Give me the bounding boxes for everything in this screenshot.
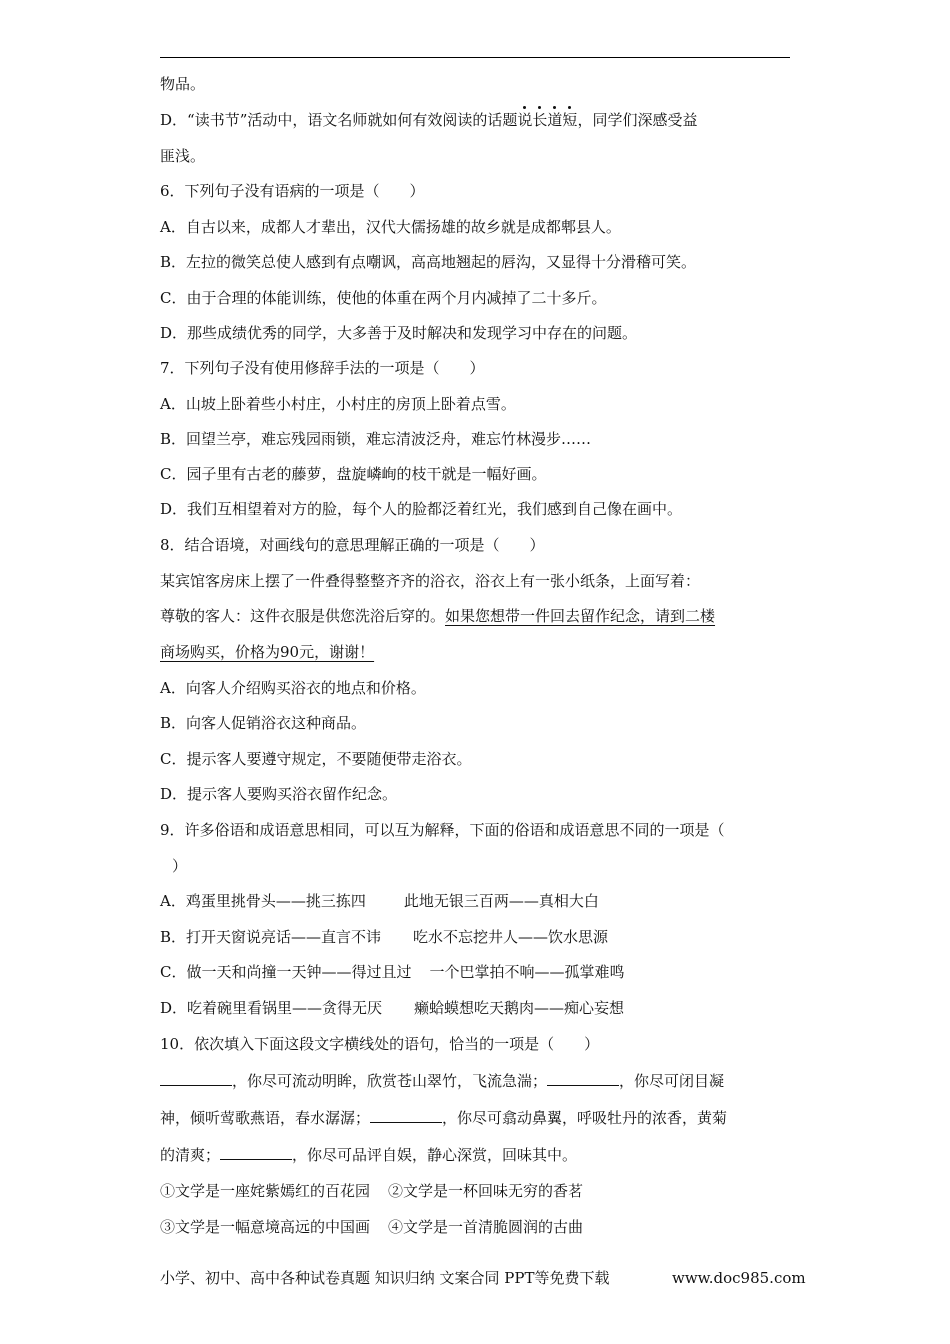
underlined-sentence: 商场购买，价格为90元，谢谢！ bbox=[160, 643, 375, 661]
q7-option-b: B．回望兰亭，难忘残园雨锁，难忘清波泛舟，难忘竹林漫步…… bbox=[160, 430, 592, 448]
q10-passage-line: 神，倾听莺歌燕语，春水潺潺； ，你尽可翕动鼻翼，呼吸牡丹的浓香，黄菊 bbox=[160, 1109, 728, 1127]
q8-option-d: D．提示客人要购买浴衣留作纪念。 bbox=[160, 785, 398, 803]
header-rule bbox=[160, 57, 790, 58]
q10-options-row: ③文学是一幅意境高远的中国画 ④文学是一首清脆圆润的古曲 bbox=[160, 1218, 584, 1236]
q8-option-c: C．提示客人要遵守规定，不要随便带走浴衣。 bbox=[160, 750, 472, 768]
q5-option-d: D．“读书节”活动中，语文名师就如何有效阅读的话题说长道短，同学们深感受益 bbox=[160, 111, 698, 129]
fill-blank bbox=[160, 1071, 232, 1086]
q10-stem: 10．依次填入下面这段文字横线处的语句，恰当的一项是（ ） bbox=[160, 1035, 600, 1053]
underlined-sentence: 如果您想带一件回去留作纪念，请到二楼 bbox=[445, 607, 716, 625]
q6-option-d: D．那些成绩优秀的同学，大多善于及时解决和发现学习中存在的问题。 bbox=[160, 324, 638, 342]
q7-stem: 7．下列句子没有使用修辞手法的一项是（ ） bbox=[160, 359, 485, 377]
page-footer bbox=[160, 1268, 806, 1288]
q6-option-a: A．自古以来，成都人才辈出，汉代大儒扬雄的故乡就是成都郫县人。 bbox=[160, 218, 621, 236]
q8-option-b: B．向客人促销浴衣这种商品。 bbox=[160, 714, 367, 732]
q8-passage-line bbox=[160, 642, 792, 662]
q8-passage-line: 尊敬的客人：这件衣服是供您洗浴后穿的。如果您想带一件回去留作纪念，请到二楼 bbox=[160, 607, 716, 625]
q8-passage-line: 某宾馆客房床上摆了一件叠得整整齐齐的浴衣，浴衣上有一张小纸条，上面写着： bbox=[160, 572, 701, 590]
q9-stem-cont: ） bbox=[172, 857, 188, 875]
text-line: 匪浅。 bbox=[160, 147, 206, 165]
q10-options-row: ①文学是一座姹紫嫣红的百花园 ②文学是一杯回味无穷的香茗 bbox=[160, 1182, 584, 1200]
q8-stem: 8．结合语境，对画线句的意思理解正确的一项是（ ） bbox=[160, 536, 545, 554]
fill-blank bbox=[547, 1071, 619, 1086]
emphasis-char: 说 bbox=[517, 111, 533, 129]
fill-blank bbox=[220, 1145, 292, 1160]
q6-stem: 6．下列句子没有语病的一项是（ ） bbox=[160, 182, 425, 200]
footer-url: www.doc985.com bbox=[672, 1269, 806, 1287]
q10-passage-line: 的清爽； ，你尽可品评自娱，静心深赏，回味其中。 bbox=[160, 1146, 578, 1164]
q10-passage-line: ，你尽可流动明眸，欣赏苍山翠竹，飞流急湍； ，你尽可闭目凝 bbox=[160, 1071, 792, 1091]
q9-option-d: D．吃着碗里看锅里——贪得无厌 癞蛤蟆想吃天鹅肉——痴心妄想 bbox=[160, 999, 625, 1017]
text-line: 物品。 bbox=[160, 75, 206, 93]
emphasis-char: 短 bbox=[562, 111, 578, 129]
q9-stem: 9．许多俗语和成语意思相同，可以互为解释，下面的俗语和成语意思不同的一项是（ bbox=[160, 821, 725, 839]
q9-option-b: B．打开天窗说亮话——直言不讳 吃水不忘挖井人——饮水思源 bbox=[160, 928, 609, 946]
q9-option-a: A．鸡蛋里挑骨头——挑三拣四 此地无银三百两——真相大白 bbox=[160, 892, 599, 910]
q7-option-c: C．园子里有古老的藤萝，盘旋嶙峋的枝干就是一幅好画。 bbox=[160, 465, 547, 483]
emphasis-char: 道 bbox=[547, 111, 563, 129]
q8-option-a: A．向客人介绍购买浴衣的地点和价格。 bbox=[160, 679, 426, 697]
q6-option-c: C．由于合理的体能训练，使他的体重在两个月内减掉了二十多斤。 bbox=[160, 289, 607, 307]
fill-blank bbox=[370, 1108, 442, 1123]
q6-option-b: B．左拉的微笑总使人感到有点嘲讽，高高地翘起的唇沟，又显得十分滑稽可笑。 bbox=[160, 253, 697, 271]
emphasis-char: 长 bbox=[532, 111, 548, 129]
footer-text: 小学、初中、高中各种试卷真题 知识归纳 文案合同 PPT等免费下载 bbox=[160, 1269, 610, 1287]
q9-option-c: C．做一天和尚撞一天钟——得过且过 一个巴掌拍不响——孤掌难鸣 bbox=[160, 963, 625, 981]
q7-option-d: D．我们互相望着对方的脸，每个人的脸都泛着红光，我们感到自己像在画中。 bbox=[160, 500, 683, 518]
q7-option-a: A．山坡上卧着些小村庄，小村庄的房顶上卧着点雪。 bbox=[160, 395, 516, 413]
